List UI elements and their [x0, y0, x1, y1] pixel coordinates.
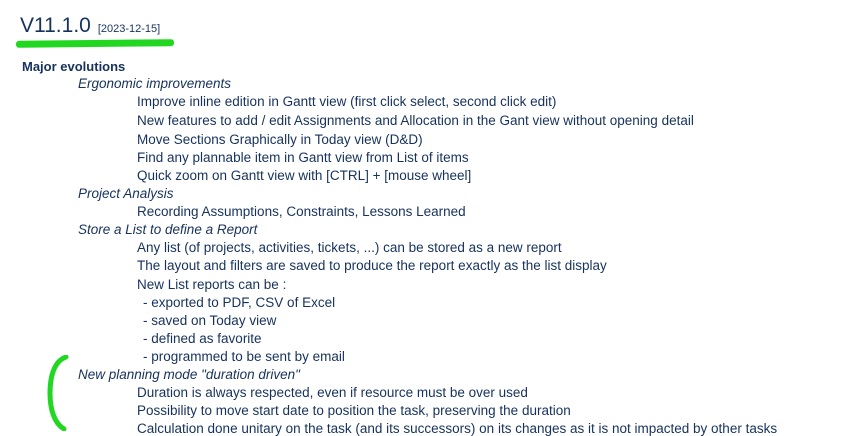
list-item: - exported to PDF, CSV of Excel — [143, 295, 336, 310]
list-item: Recording Assumptions, Constraints, Lessons Learned — [137, 204, 466, 219]
list-item: - programmed to be sent by email — [143, 349, 345, 364]
list-item: - saved on Today view — [143, 313, 277, 328]
green-bracket-annotation — [44, 355, 74, 431]
list-item: Improve inline edition in Gantt view (first click select, second click edit) — [137, 94, 557, 109]
group-heading-ergonomic-improvements: Ergonomic improvements — [78, 76, 232, 91]
list-item: New features to add / edit Assignments and Allocation in the Gant view without opening detail — [137, 113, 694, 128]
list-item: The layout and filters are saved to produce the report exactly as the list display — [137, 258, 607, 273]
list-item: Find any plannable item in Gantt view from List of items — [137, 150, 469, 165]
version-number: V11.1.0 — [20, 14, 91, 37]
list-item: Quick zoom on Gantt view with [CTRL] + [mouse wheel] — [137, 168, 472, 183]
group-heading-store-a-list: Store a List to define a Report — [78, 222, 258, 237]
group-heading-new-planning-mode: New planning mode "duration driven" — [78, 367, 300, 382]
list-item: - defined as favorite — [143, 331, 262, 346]
group-heading-project-analysis: Project Analysis — [78, 186, 174, 201]
version-heading — [20, 14, 160, 38]
list-item: Move Sections Graphically in Today view (D&D) — [137, 132, 423, 147]
list-item: Calculation done unitary on the task (and its successors) on its changes as it is not impacted by other tasks — [137, 421, 778, 436]
list-item: New List reports can be : — [137, 277, 287, 292]
section-title-major-evolutions: Major evolutions — [22, 59, 126, 74]
list-item: Duration is always respected, even if resource must be over used — [137, 385, 528, 400]
list-item: Any list (of projects, activities, tickets, ...) can be stored as a new report — [137, 240, 562, 255]
green-highlighter-underline-annotation — [16, 39, 174, 48]
list-item: Possibility to move start date to position the task, preserving the duration — [137, 403, 571, 418]
version-date: [2023-12-15] — [97, 23, 161, 35]
